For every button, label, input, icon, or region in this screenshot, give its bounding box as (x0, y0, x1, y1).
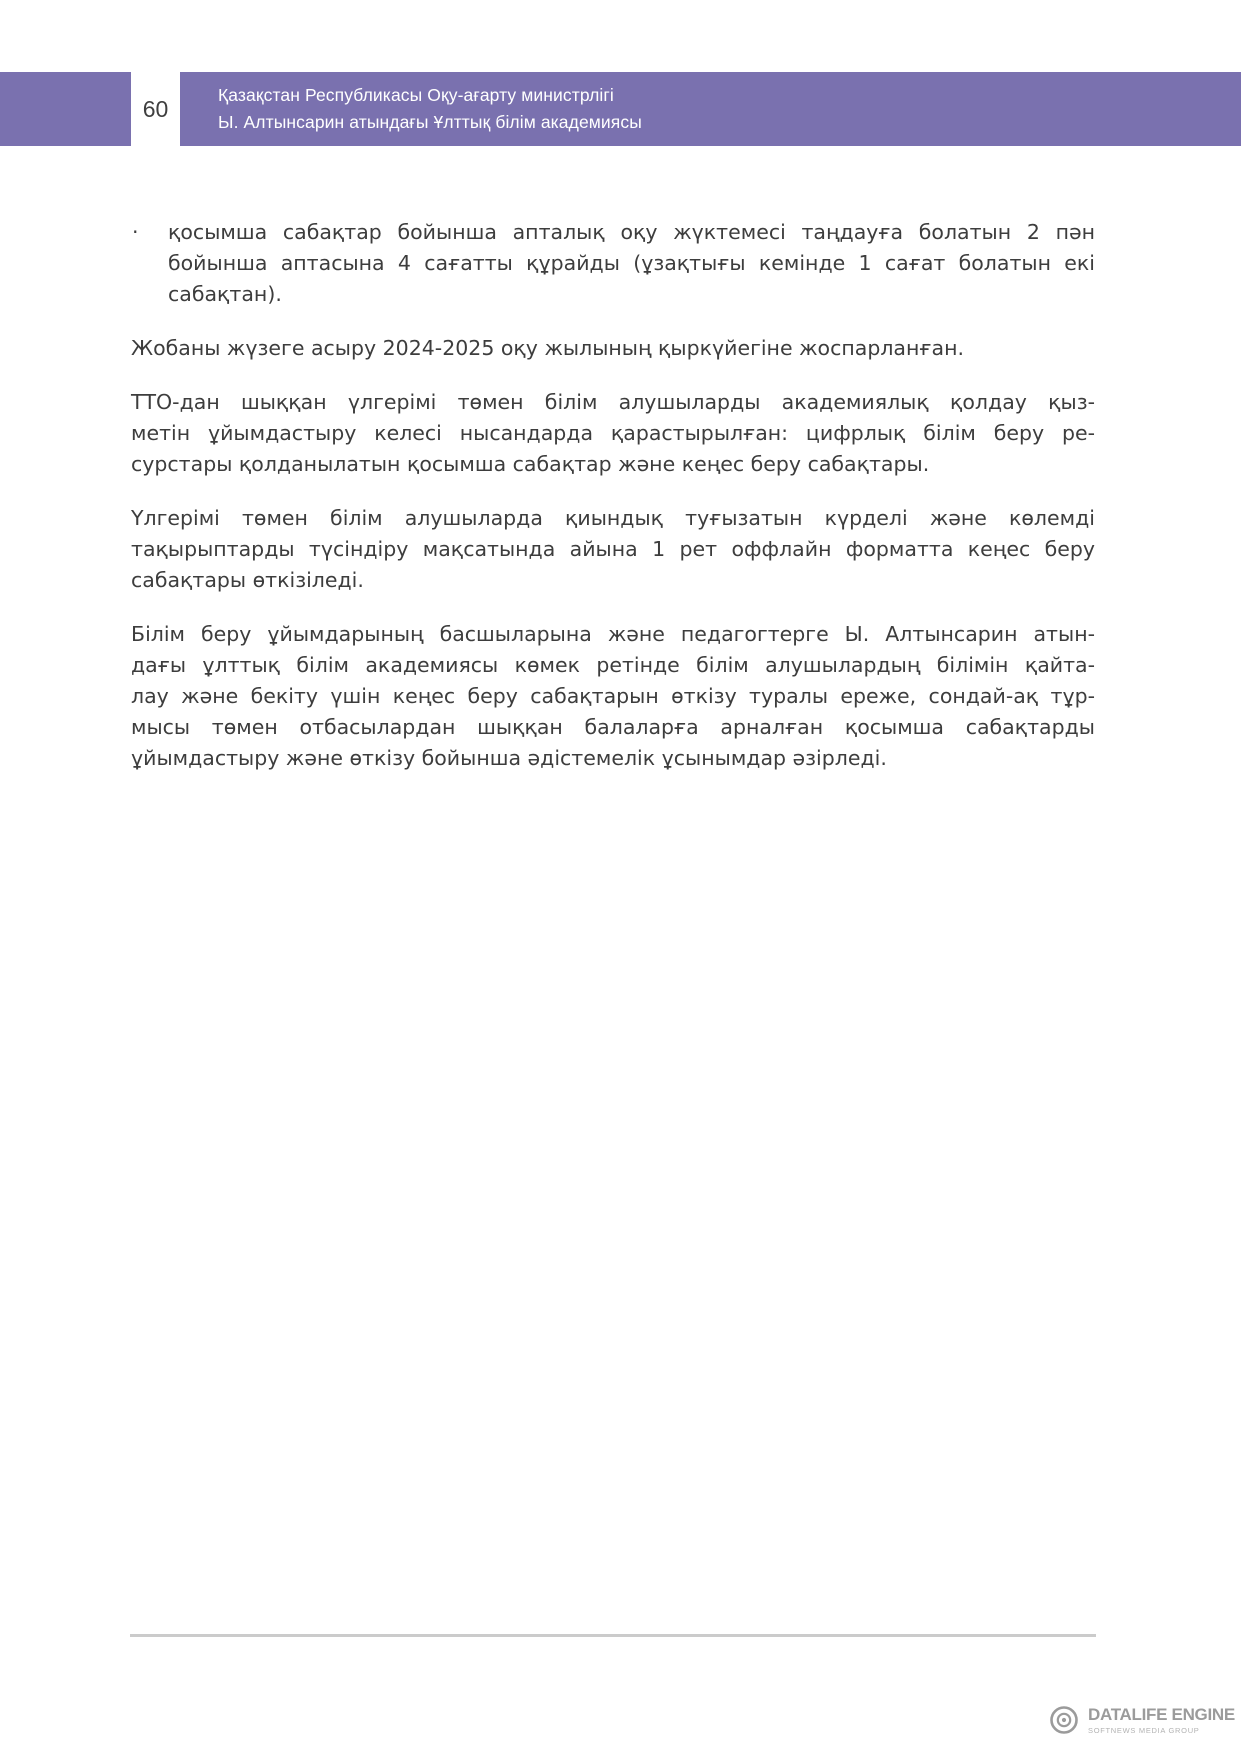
page-number: 60 (142, 95, 169, 122)
footer-divider (130, 1634, 1096, 1637)
text-line: метін ұйымдастыру келесі нысандарда қарастырылған: цифрлық білім беру ре- (131, 421, 1095, 445)
paragraph (131, 503, 1095, 596)
header-line-ministry: Қазақстан Республикасы Оқу-ағарту министрлігі (218, 85, 614, 105)
datalife-engine-watermark (1046, 1701, 1235, 1737)
text-line: дағы ұлттық білім академиясы көмек ретінде білім алушылардың білімін қайта- (131, 653, 1095, 677)
logo-subtitle: SOFTNEWS MEDIA GROUP (1088, 1726, 1200, 1735)
datalife-eye-icon (1046, 1701, 1082, 1737)
paragraph (131, 333, 1095, 364)
text-line: лау және бекіту үшін кеңес беру сабақтарын өткізу туралы ереже, сондай-ақ тұр- (131, 684, 1095, 708)
header-line-academy: Ы. Алтынсарин атындағы Ұлттық білім академиясы (218, 112, 642, 132)
body-text (131, 217, 1095, 797)
text-line: тақырыптарды түсіндіру мақсатында айына 1 рет оффлайн форматта кеңес беру (131, 537, 1095, 561)
paragraph (131, 619, 1095, 774)
bullet-item (131, 217, 1095, 310)
text-line: Білім беру ұйымдарының басшыларына және педагогтерге Ы. Алтынсарин атын- (131, 622, 1095, 646)
text-line: сабақтары өткізіледі. (131, 568, 364, 592)
text-line: ұйымдастыру және өткізу бойынша әдістемелік ұсынымдар әзірледі. (131, 746, 887, 770)
text-line: ТТО-дан шыққан үлгерімі төмен білім алушыларды академиялық қолдау қыз- (131, 390, 1095, 414)
text-line: қосымша сабақтар бойынша апталық оқу жүктемесі таңдауға болатын 2 пән (168, 220, 1095, 244)
paragraph (131, 387, 1095, 480)
text-line: Үлгерімі төмен білім алушыларда қиындық туғызатын күрделі және көлемді (131, 506, 1095, 530)
text-line: бойынша аптасына 4 сағатты құрайды (ұзақтығы кемінде 1 сағат болатын екі (168, 251, 1095, 275)
bullet-marker: · (132, 220, 139, 244)
header-accent-block (0, 72, 131, 146)
text-line: мысы төмен отбасылардан шыққан балаларға арналған қосымша сабақтарды (131, 715, 1095, 739)
logo-title: DATALIFE ENGINE (1088, 1705, 1235, 1724)
text-line: сабақтан). (168, 282, 282, 306)
text-line: сурстары қолданылатын қосымша сабақтар және кеңес беру сабақтары. (131, 452, 930, 476)
logo-text-block (1088, 1701, 1235, 1735)
header-band (180, 72, 1241, 146)
text-line: Жобаны жүзеге асыру 2024-2025 оқу жылының қыркүйегіне жоспарланған. (131, 336, 964, 360)
